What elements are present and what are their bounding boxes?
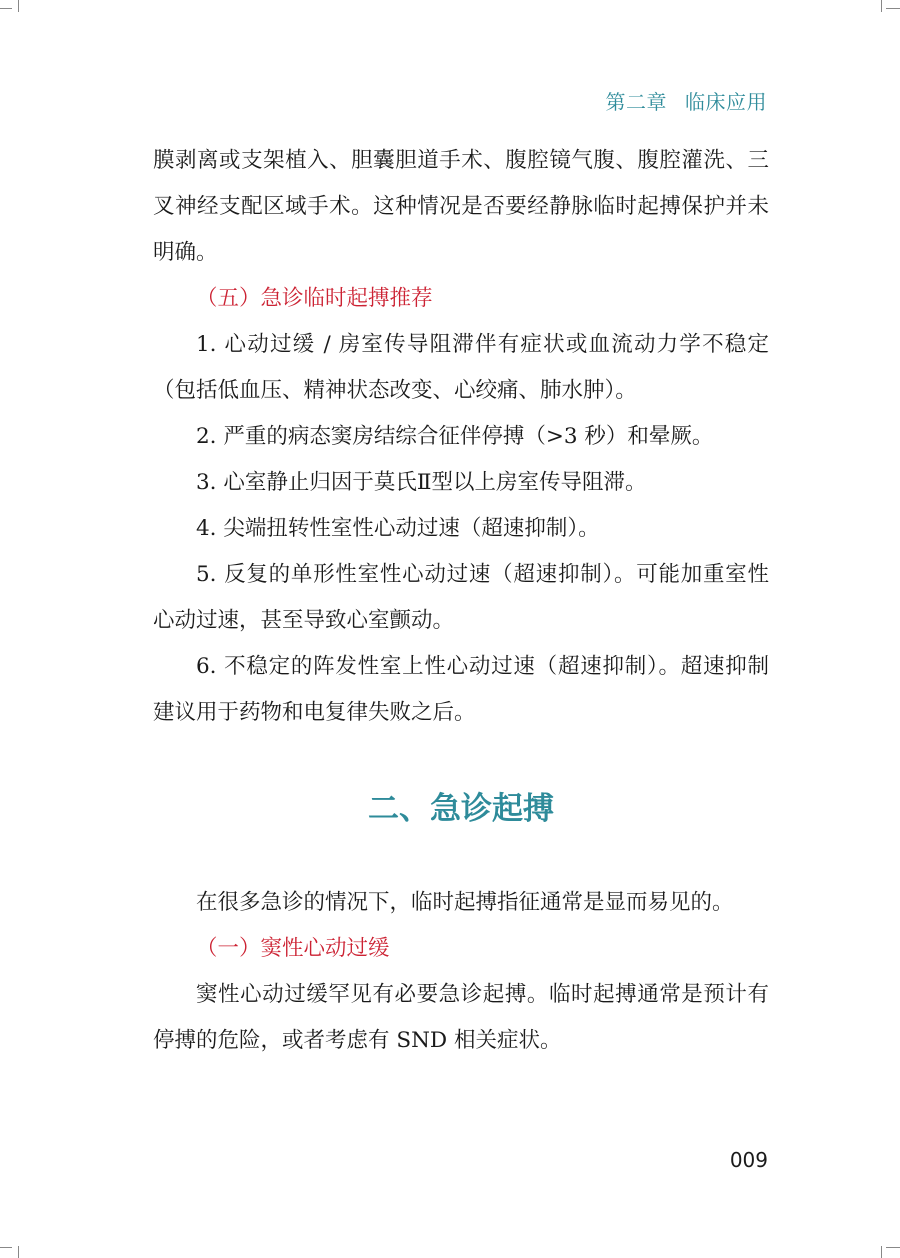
subsection-1-heading: （一）窦性心动过缓 <box>196 936 390 961</box>
crop-mark-top-right <box>867 0 882 12</box>
continued-paragraph: 膜剥离或支架植入、胆囊胆道手术、腹腔镜气腹、腹腔灌洗、三叉神经支配区域手术。这种情况是否要经静脉临时起搏保护并未明确。 <box>153 148 769 265</box>
running-head-chapter: 第二章 <box>605 90 667 114</box>
running-head <box>606 86 768 115</box>
list-item: 2. 严重的病态窦房结综合征伴停搏（>3 秒）和晕厥。 <box>196 424 714 449</box>
list-item: 6. 不稳定的阵发性室上性心动过速（超速抑制）。超速抑制建议用于药物和电复律失败之后。 <box>153 654 769 725</box>
running-head-title: 临床应用 <box>685 90 767 114</box>
crop-mark-bottom-right-h <box>886 1247 900 1248</box>
list-item: 3. 心室静止归因于莫氏Ⅱ型以上房室传导阻滞。 <box>196 470 647 495</box>
list-item: 5. 反复的单形性室性心动过速（超速抑制）。可能加重室性心动过速，甚至导致心室颤动。 <box>153 562 769 633</box>
subsection-1-text: 窦性心动过缓罕见有必要急诊起搏。临时起搏通常是预计有停搏的危险，或者考虑有 SND 相关症状。 <box>153 982 769 1053</box>
subsection-5-heading: （五）急诊临时起搏推荐 <box>196 286 433 311</box>
list-item: 1. 心动过缓 / 房室传导阻滞伴有症状或血流动力学不稳定（包括低血压、精神状态改变、心绞痛、肺水肿）。 <box>153 332 769 403</box>
crop-mark-top-left-h <box>0 8 12 9</box>
crop-mark-bottom-right <box>867 1246 882 1258</box>
section-title: 二、急诊起搏 <box>368 791 554 827</box>
page-body <box>153 138 769 1064</box>
crop-mark-top-right-h <box>886 8 900 9</box>
page-number: 009 <box>729 1148 768 1172</box>
crop-mark-top-left <box>4 0 19 12</box>
section-intro: 在很多急诊的情况下，临时起搏指征通常是显而易见的。 <box>196 890 734 915</box>
list-item: 4. 尖端扭转性室性心动过速（超速抑制）。 <box>196 516 600 541</box>
crop-mark-bottom-left-h <box>0 1247 12 1248</box>
